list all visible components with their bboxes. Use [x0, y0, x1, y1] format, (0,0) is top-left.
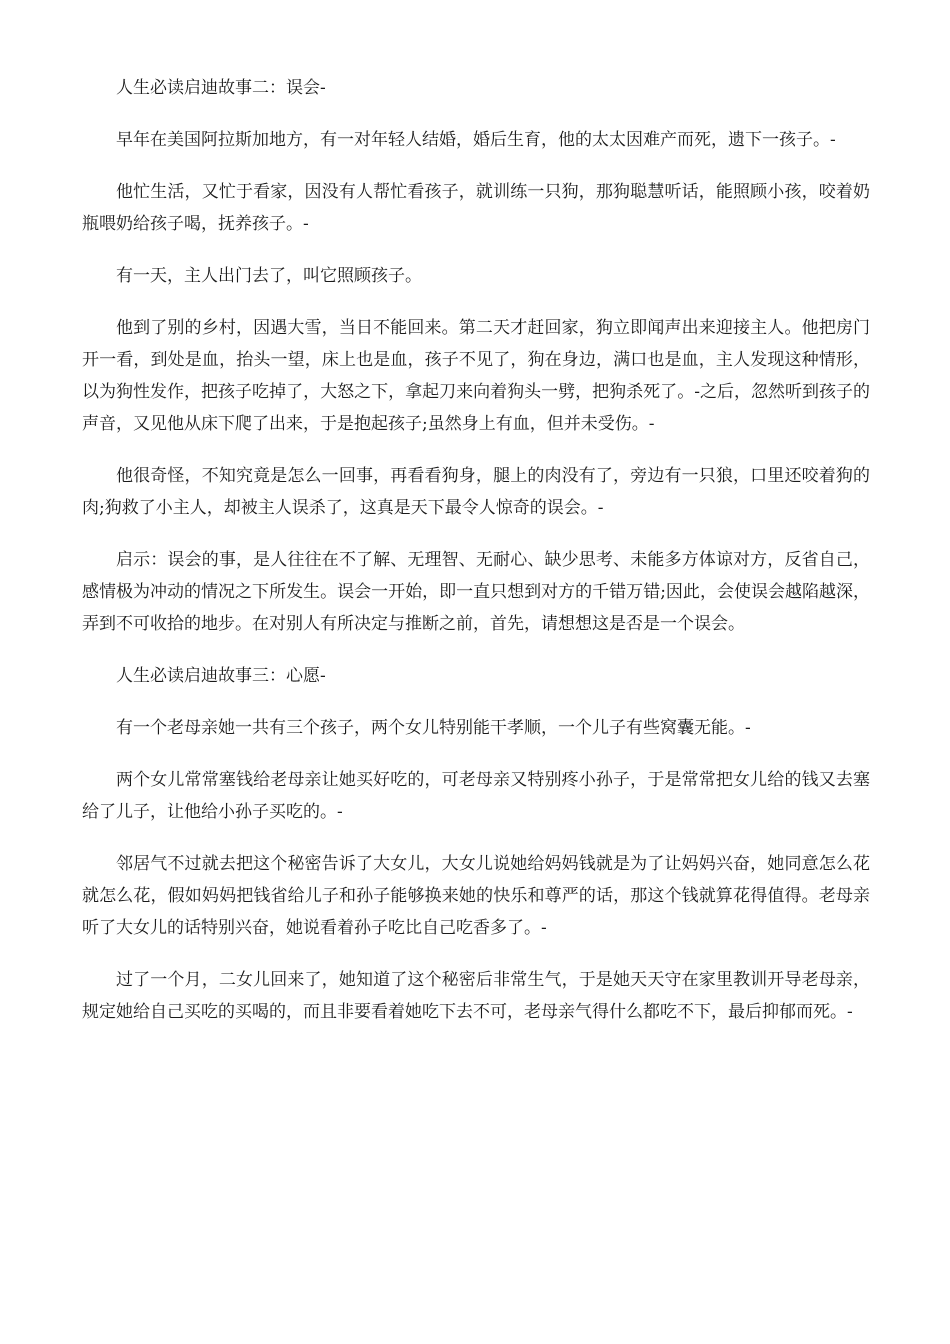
story3-paragraph-4: 过了一个月，二女儿回来了，她知道了这个秘密后非常生气，于是她天天守在家里教训开导老母亲，规定她给自己买吃的买喝的，而且非要看着她吃下去不可，老母亲气得什么都吃不下，最后抑郁而死。-	[82, 970, 870, 1022]
story2-moral: 启示：误会的事，是人往往在不了解、无理智、无耐心、缺少思考、未能多方体谅对方，反省自己，感情极为冲动的情况之下所发生。误会一开始，即一直只想到对方的千错万错;因此，会使误会越陷越深，弄到不可收拾的地步。在对别人有所决定与推断之前，首先，请想想这是否是一个误会。	[82, 550, 870, 634]
story2-paragraph-3: 有一天，主人出门去了，叫它照顾孩子。	[116, 266, 422, 286]
story2-title: 人生必读启迪故事二：误会-	[116, 78, 326, 98]
document-body	[82, 72, 870, 1048]
story3-paragraph-2: 两个女儿常常塞钱给老母亲让她买好吃的，可老母亲又特别疼小孙子，于是常常把女儿给的钱又去塞给了儿子，让他给小孙子买吃的。-	[82, 770, 870, 822]
story2-paragraph-1: 早年在美国阿拉斯加地方，有一对年轻人结婚，婚后生育，他的太太因难产而死，遗下一孩子。-	[116, 130, 836, 150]
story3-paragraph-1: 有一个老母亲她一共有三个孩子，两个女儿特别能干孝顺，一个儿子有些窝囊无能。-	[116, 718, 751, 738]
story3-paragraph-3: 邻居气不过就去把这个秘密告诉了大女儿，大女儿说她给妈妈钱就是为了让妈妈兴奋，她同意怎么花就怎么花，假如妈妈把钱省给儿子和孙子能够换来她的快乐和尊严的话，那这个钱就算花得值得。老母亲听了大女儿的话特别兴奋，她说看着孙子吃比自己吃香多了。-	[82, 854, 870, 938]
story2-paragraph-4: 他到了别的乡村，因遇大雪，当日不能回来。第二天才赶回家，狗立即闻声出来迎接主人。他把房门开一看，到处是血，抬头一望，床上也是血，孩子不见了，狗在身边，满口也是血，主人发现这种情形，以为狗性发作，把孩子吃掉了，大怒之下，拿起刀来向着狗头一劈，把狗杀死了。-之后，忽然听到孩子的声音，又见他从床下爬了出来，于是抱起孩子;虽然身上有血，但并未受伤。-	[82, 318, 870, 434]
story3-title: 人生必读启迪故事三：心愿-	[116, 666, 326, 686]
story2-paragraph-5: 他很奇怪，不知究竟是怎么一回事，再看看狗身，腿上的肉没有了，旁边有一只狼，口里还咬着狗的肉;狗救了小主人，却被主人误杀了，这真是天下最令人惊奇的误会。-	[82, 466, 870, 518]
story2-paragraph-2: 他忙生活，又忙于看家，因没有人帮忙看孩子，就训练一只狗，那狗聪慧听话，能照顾小孩，咬着奶瓶喂奶给孩子喝，抚养孩子。-	[82, 182, 870, 234]
